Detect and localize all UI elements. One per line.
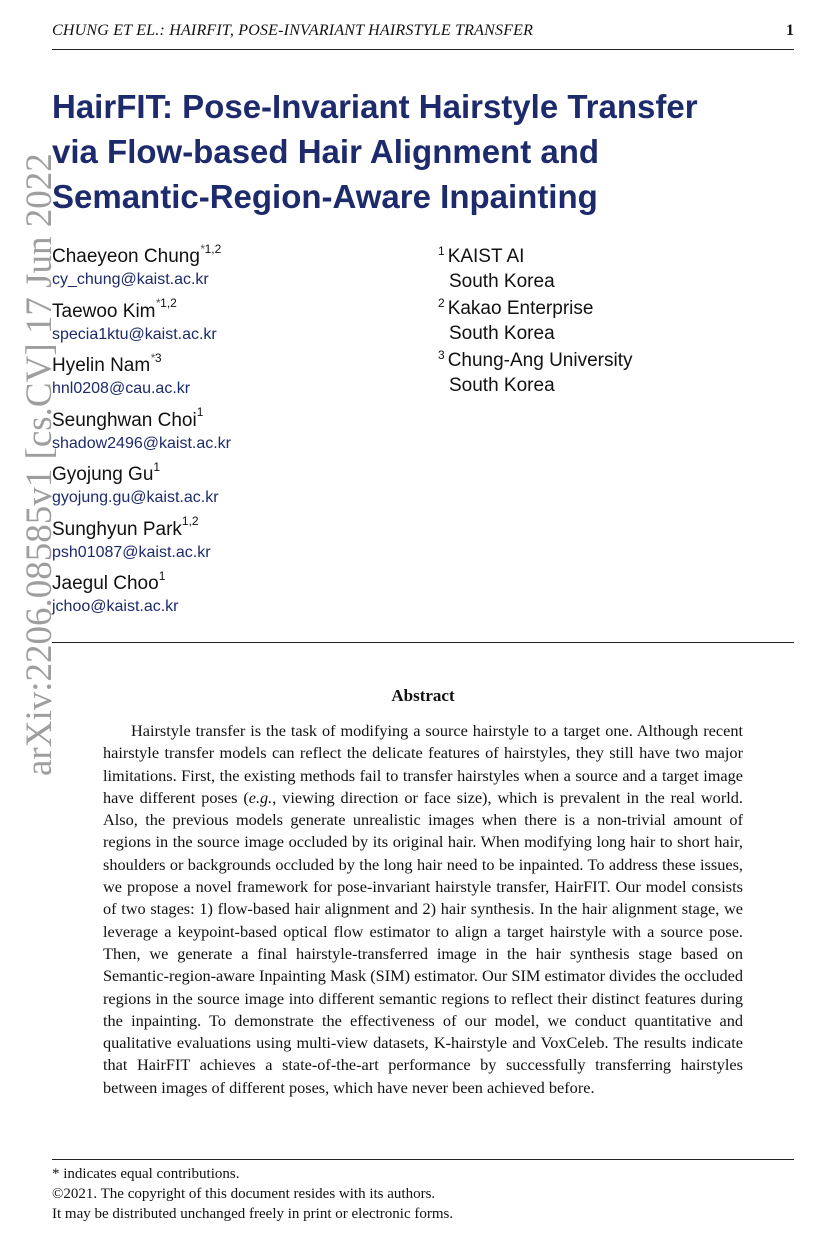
author-name: Taewoo Kim: [52, 300, 156, 322]
affiliation-number: 1: [438, 243, 445, 258]
affiliation-mark: 1,2: [204, 241, 222, 256]
author-name: Gyojung Gu: [52, 464, 154, 485]
author-list: [52, 241, 432, 626]
author-name: Jaegul Choo: [52, 573, 159, 594]
affiliation-entry: [438, 296, 798, 346]
author-entry: [52, 514, 432, 572]
affiliation-entry: [438, 348, 798, 398]
arxiv-stamp: arXiv:2206.08585v1 [cs.CV] 17 Jun 2022: [19, 153, 60, 776]
affiliation-mark: 1: [153, 459, 161, 474]
footnote-rule: [52, 1159, 794, 1160]
title-line: via Flow-based Hair Alignment and: [52, 133, 600, 170]
affiliation-country: South Korea: [449, 323, 555, 344]
author-name: Hyelin Nam: [52, 355, 151, 376]
abstract-eg: e.g.: [248, 787, 273, 807]
author-name: Sunghyun Park: [52, 518, 182, 540]
equal-contrib-mark: *: [150, 350, 155, 365]
author-email-link[interactable]: cy_chung@kaist.ac.kr: [52, 271, 209, 288]
author-email-link[interactable]: hnl0208@cau.ac.kr: [52, 380, 191, 397]
abstract-text: Hairstyle transfer is the task of modifying a source hairstyle to a target one. Although recent hairstyle transfer models can reflect the delicate features of hairstyles, they still have two major limitations. First, the existing methods fail to transfer hairstyles when a source and a target image have different poses (: [103, 721, 743, 807]
abstract-heading: Abstract: [391, 686, 455, 705]
author-email-link[interactable]: specia1ktu@kaist.ac.kr: [52, 325, 217, 343]
affiliation-org: Kakao Enterprise: [447, 298, 594, 319]
affiliation-country: South Korea: [449, 271, 555, 292]
affiliation-country: South Korea: [449, 375, 555, 396]
author-entry: [52, 568, 432, 626]
author-email-link[interactable]: psh01087@kaist.ac.kr: [52, 543, 211, 561]
title-line: HairFIT: Pose-Invariant Hairstyle Transfer: [52, 88, 698, 125]
affiliation-mark: 1: [158, 568, 166, 583]
running-head: [52, 22, 794, 40]
abstract-text: , viewing direction or face size), which is prevalent in the real world. Also, the previous models generate unrealistic images when there is a non-trivial amount of regions in the source image occluded by its original hair. When modifying long hair to short hair, shoulders or backgrounds occluded by the long hair need to be inpainted. To address these issues, we propose a novel framework for pose-invariant hairstyle transfer, HairFIT. Our model consists of two stages: 1) flow-based hair alignment and 2) hair synthesis. In the hair alignment stage, we leverage a keypoint-based optical flow estimator to align a target hairstyle with a source pose. Then, we generate a final hairstyle-transferred image in the hair synthesis stage based on Semantic-region-aware Inpainting Mask (SIM) estimator. Our SIM estimator divides the occluded regions in the source image into different semantic regions to reflect their distinct features during the inpainting. To demonstrate the effectiveness of our model, we conduct quantitative and qualitative evaluations using multi-view datasets, K-hairstyle and VoxCeleb. The results indicate that HairFIT achieves a state-of-the-art performance by successfully transferring hairstyles between images of different poses, which have never been achieved before.: [103, 787, 743, 1097]
paper-title: [52, 84, 792, 219]
running-title: CHUNG ET EL.: HAIRFIT, POSE-INVARIANT HAIRSTYLE TRANSFER: [52, 22, 534, 39]
affiliation-number: 2: [438, 295, 445, 310]
author-entry: [52, 241, 432, 299]
author-email-link[interactable]: gyojung.gu@kaist.ac.kr: [52, 489, 219, 506]
author-entry: [52, 459, 432, 517]
equal-contrib-mark: *: [199, 241, 205, 256]
page-number: 1: [786, 22, 794, 39]
author-entry: [52, 405, 432, 463]
affiliation-mark: 3: [154, 350, 162, 365]
author-email-link[interactable]: shadow2496@kaist.ac.kr: [52, 434, 231, 452]
author-entry: [52, 350, 432, 408]
author-name: Seunghwan Choi: [52, 409, 197, 431]
affiliation-entry: [438, 244, 798, 294]
author-name: Chaeyeon Chung: [52, 246, 200, 267]
author-entry: [52, 296, 432, 354]
affiliation-mark: 1,2: [181, 514, 199, 529]
abstract-body: [103, 720, 743, 1099]
affiliation-list: [438, 244, 798, 400]
author-email-link[interactable]: jchoo@kaist.ac.kr: [52, 598, 179, 615]
affiliation-number: 3: [438, 347, 445, 362]
footnote-line: ©2021. The copyright of this document resides with its authors.: [52, 1186, 436, 1202]
equal-contrib-mark: *: [155, 296, 161, 311]
affiliation-mark: 1,2: [160, 296, 177, 311]
footnote-line: It may be distributed unchanged freely in print or electronic forms.: [52, 1206, 454, 1222]
footnote-line: * indicates equal contributions.: [52, 1166, 240, 1182]
header-rule: [52, 49, 794, 50]
section-rule: [52, 642, 794, 643]
footnotes: [52, 1164, 794, 1224]
affiliation-org: KAIST AI: [447, 246, 525, 267]
affiliation-org: Chung-Ang University: [447, 350, 633, 371]
affiliation-mark: 1: [196, 405, 204, 420]
title-line: Semantic-Region-Aware Inpainting: [52, 178, 598, 215]
